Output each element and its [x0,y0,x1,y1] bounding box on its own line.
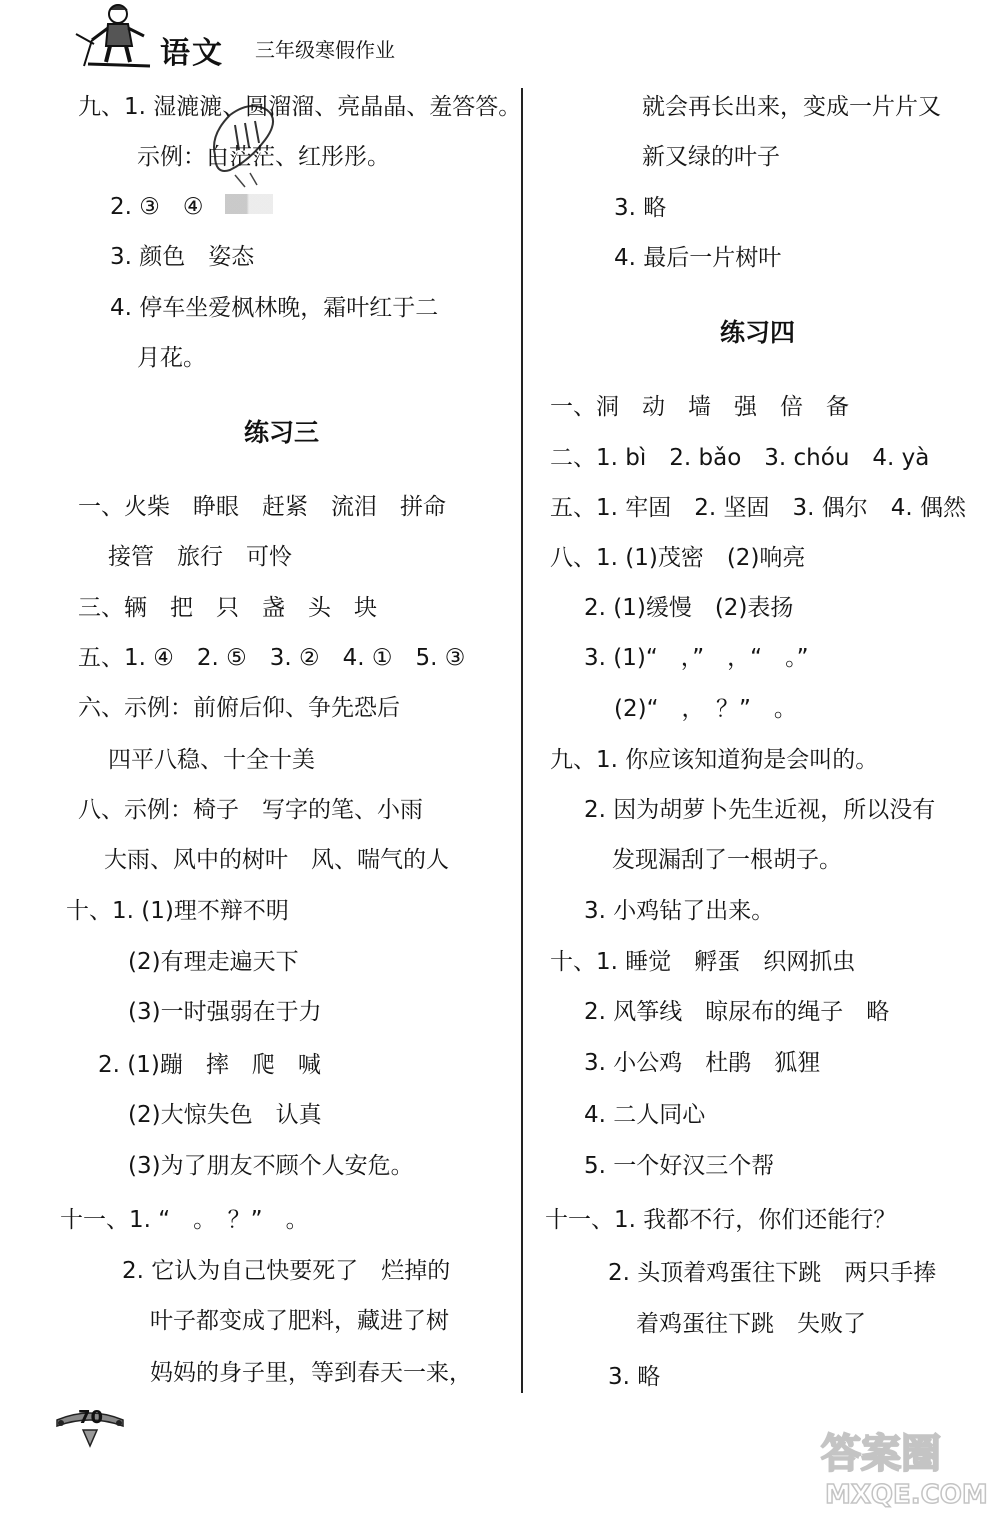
answer-line: 2. (1)缓慢 (2)表扬 [584,595,794,621]
answer-line: 三、辆 把 只 盏 头 块 [78,595,377,621]
answer-line: 二、1. bì 2. bǎo 3. chóu 4. yà [550,445,930,471]
answer-line: 3. 略 [614,195,667,221]
answer-line: (3)一时强弱在于力 [128,999,322,1025]
answer-line: 4. 二人同心 [584,1102,706,1128]
answer-line: 2. 它认为自己快要死了 烂掉的 [122,1258,451,1284]
answer-line: 五、1. ④ 2. ⑤ 3. ② 4. ① 5. ③ [78,645,466,671]
answer-line: 一、洞 动 墙 强 倍 备 [550,394,849,420]
answer-line: 3. 小公鸡 杜鹃 狐狸 [584,1050,821,1076]
answer-line: 八、示例：椅子 写字的笔、小雨 [78,797,423,823]
answer-line: 六、示例：前俯后仰、争先恐后 [78,695,400,721]
answer-line: 九、1. 你应该知道狗是会叫的。 [550,747,879,773]
answer-line: 就会再长出来，变成一片片又 [642,94,941,120]
answer-line: 着鸡蛋往下跳 失败了 [636,1311,866,1337]
answer-line: 示例：白茫茫、红彤彤。 [137,144,390,170]
answer-line: (3)为了朋友不顾个人安危。 [128,1153,414,1179]
answer-line: 3. 小鸡钻了出来。 [584,898,775,924]
answer-line: 八、1. (1)茂密 (2)响亮 [550,545,806,571]
answer-line: 叶子都变成了肥料，藏进了树 [150,1308,449,1334]
answer-line: 4. 停车坐爱枫林晚，霜叶红于二 [110,295,439,321]
section-heading-exercise-3: 练习三 [244,418,320,447]
answer-line: 十一、1. “ 。 ？” 。 [60,1207,309,1233]
book-subtitle: 三年级寒假作业 [255,38,395,62]
answer-line: 发现漏刮了一根胡子。 [612,847,842,873]
answer-line: 十一、1. 我都不行，你们还能行？ [545,1207,897,1233]
page-number: 70 [78,1407,104,1428]
answer-line: 2. 因为胡萝卜先生近视，所以没有 [584,797,936,823]
section-heading-exercise-4: 练习四 [720,318,796,347]
answer-line: 十、1. 睡觉 孵蛋 织网抓虫 [550,949,856,975]
watermark-url: MXQE.COM [825,1480,988,1510]
answer-line: (2)有理走遍天下 [128,949,299,975]
answer-line: 2. 风筝线 晾尿布的绳子 略 [584,999,890,1025]
answer-line: 3. 颜色 姿态 [110,244,255,270]
answer-line: 五、1. 牢固 2. 坚固 3. 偶尔 4. 偶然 [550,495,967,521]
answer-line: 2. 头顶着鸡蛋往下跳 两只手捧 [608,1260,937,1286]
answer-line: 九、1. 湿漉漉、圆溜溜、亮晶晶、羞答答。 [78,94,522,120]
answer-line: (2)“ ， ？” 。 [614,696,797,722]
answer-line: 妈妈的身子里，等到春天一来， [150,1360,472,1386]
answer-line: (2)大惊失色 认真 [128,1102,322,1128]
answer-line: 5. 一个好汉三个帮 [584,1153,775,1179]
answer-line: 四平八稳、十全十美 [108,747,315,773]
watermark-logo-icon [815,1425,990,1510]
watermark-text: 答案圈 [821,1431,941,1477]
answer-line: 新又绿的叶子 [642,144,780,170]
answer-line: 大雨、风中的树叶 风、喘气的人 [104,847,449,873]
answer-line: 3. 略 [608,1364,661,1390]
answer-line: 十、1. (1)理不辩不明 [66,898,289,924]
answer-line: 一、火柴 睁眼 赶紧 流泪 拼命 [78,494,446,520]
answer-line: 2. (1)蹦 摔 爬 喊 [98,1052,321,1078]
answer-line: 月花。 [137,345,206,371]
answer-line: 2. ③ ④ [110,194,204,220]
answer-line: 接管 旅行 可怜 [108,544,292,570]
subject-title: 语文 [160,36,224,71]
answer-line: 4. 最后一片树叶 [614,245,782,271]
answer-line: 3. (1)“ ，” ，“ 。” [584,645,809,671]
